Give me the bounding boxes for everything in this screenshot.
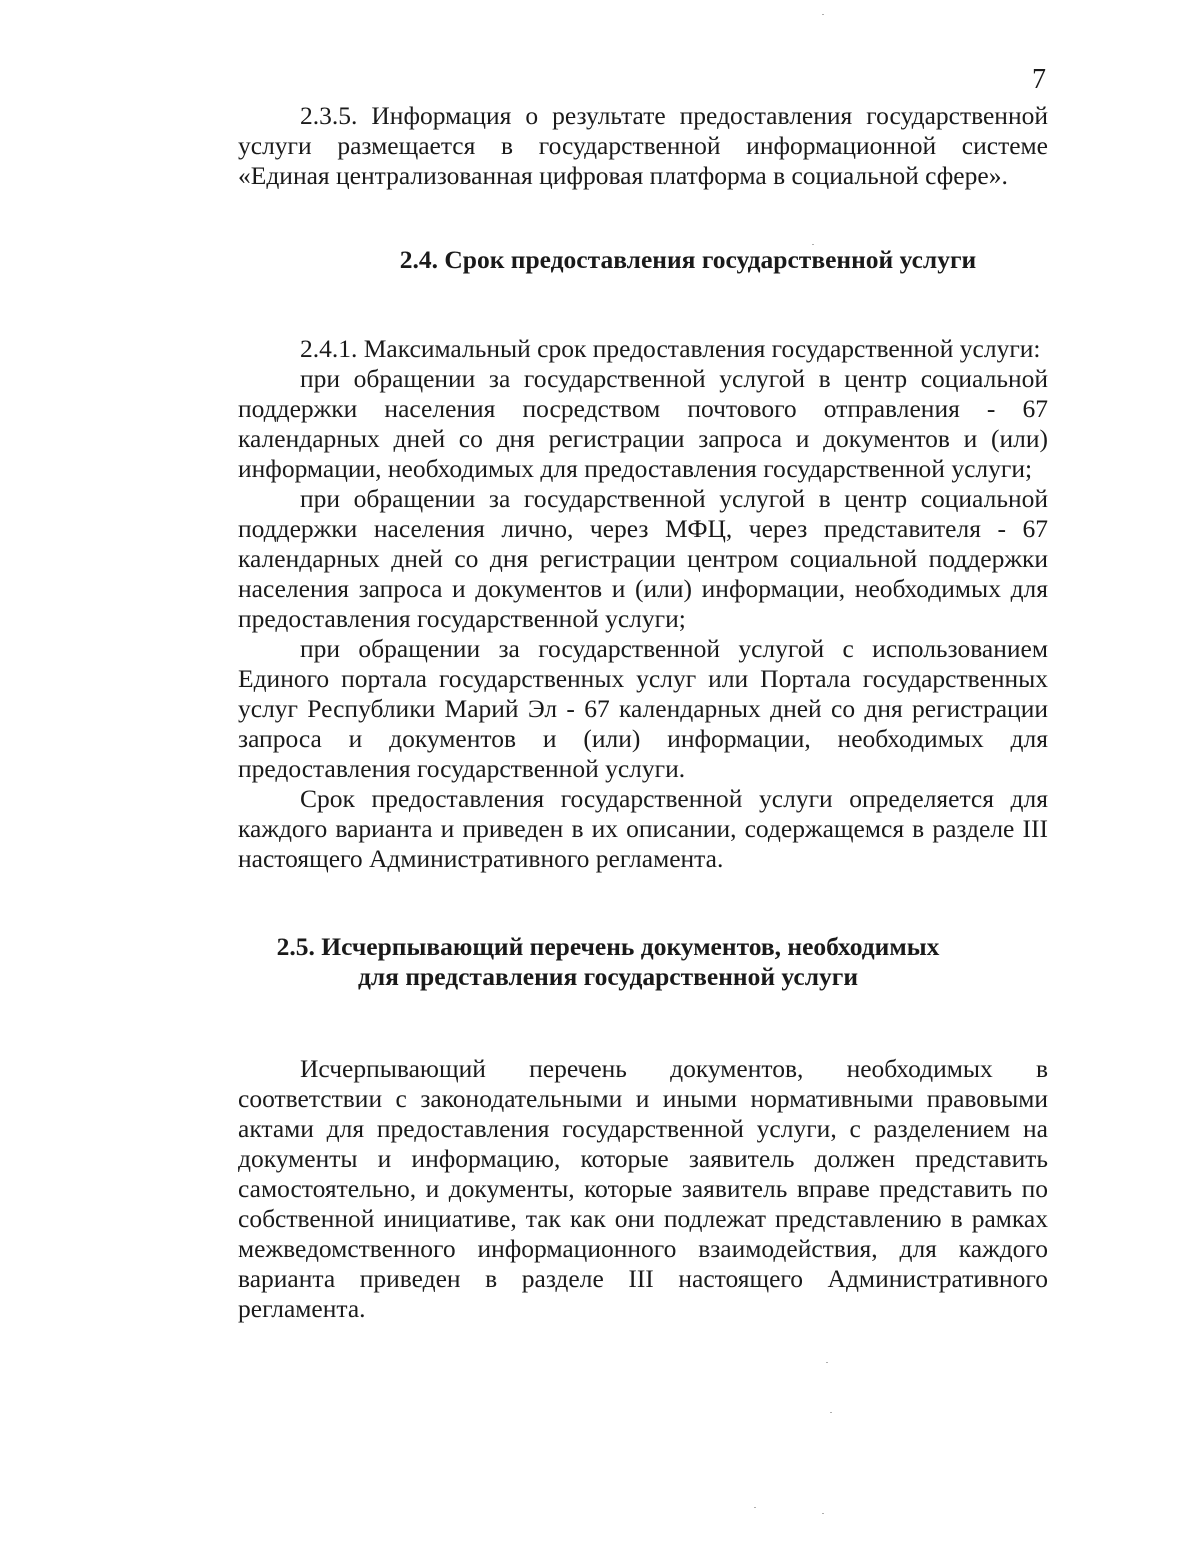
paragraph-2-4-1-personal: при обращении за государственной услугой в центр социальной поддержки населения лично, через МФЦ, через представителя - 67 календарных дней со дня регистрации центром социальной поддержки населения запроса и документов и (или) информации, необходимых для предоставления государственной услуги; xyxy=(238,484,1048,633)
scan-speck xyxy=(822,1513,824,1514)
paragraph-2-4-1-portal: при обращении за государственной услугой с использованием Единого портала государственных услуг или Портала государственных услуг Республики Марий Эл - 67 календарных дней со дня регистрации запроса и документов и (или) информации, необходимых для предоставления государственной услуги. xyxy=(238,634,1048,783)
scan-speck xyxy=(826,1362,828,1363)
page-number: 7 xyxy=(1032,64,1046,95)
section-heading-2-5-line1: 2.5. Исчерпывающий перечень документов, необходимых xyxy=(276,932,940,961)
scan-speck xyxy=(830,1412,832,1413)
paragraph-2-3-5: 2.3.5. Информация о результате предоставления государственной услуги размещается в государственной информационной системе «Единая централизованная цифровая платформа в социальной сфере». xyxy=(238,101,1048,190)
document-body xyxy=(238,101,1048,1324)
paragraph-2-4-1-variants: Срок предоставления государственной услуги определяется для каждого варианта и приведен в их описании, содержащемся в разделе III настоящего Административного регламента. xyxy=(238,784,1048,873)
paragraph-2-5-body: Исчерпывающий перечень документов, необходимых в соответствии с законодательными и иными нормативными правовыми актами для предоставления государственной услуги, с разделением на документы и информацию, которые заявитель должен представить самостоятельно, и документы, которые заявитель вправе представить по собственной инициативе, так как они подлежат представлению в рамках межведомственного информационного взаимодействия, для каждого варианта приведен в разделе III настоящего Административного регламента. xyxy=(238,1054,1048,1323)
section-heading-2-4: 2.4. Срок предоставления государственной услуги xyxy=(399,245,977,274)
scan-speck xyxy=(812,244,814,245)
section-heading-2-5 xyxy=(238,932,1048,992)
section-heading-2-5-line2: для представления государственной услуги xyxy=(357,962,859,991)
paragraph-2-4-1-intro: 2.4.1. Максимальный срок предоставления государственной услуги: xyxy=(300,334,1041,363)
scan-speck xyxy=(822,14,824,15)
paragraph-2-4-1-postal: при обращении за государственной услугой в центр социальной поддержки населения посредством почтового отправления - 67 календарных дней со дня регистрации запроса и документов и (или) информации, необходимых для предоставления государственной услуги; xyxy=(238,364,1048,483)
scan-speck xyxy=(754,1507,756,1508)
